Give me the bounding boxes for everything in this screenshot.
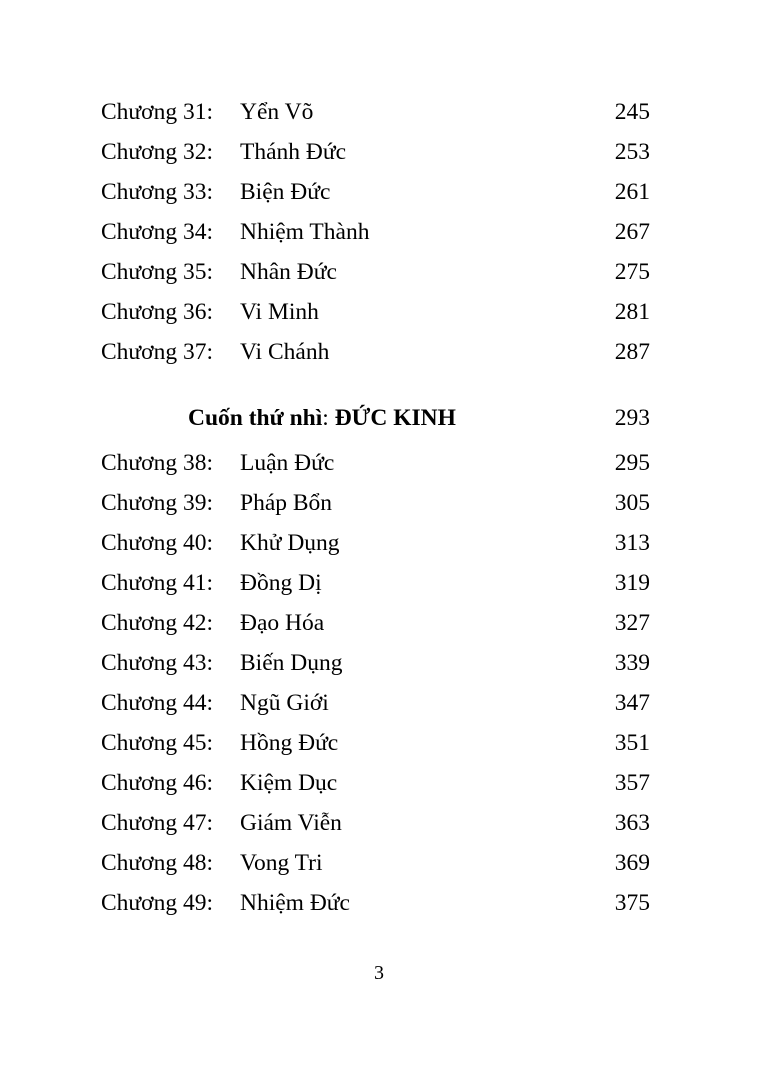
- page-number: 245: [614, 99, 650, 125]
- page-folio-number: 3: [374, 962, 384, 984]
- page-number: 287: [614, 339, 650, 365]
- page-number: 327: [614, 610, 650, 636]
- page-number: 339: [614, 650, 650, 676]
- toc-entry: [0, 528, 758, 558]
- chapter-title: Nhân Đức: [240, 259, 337, 285]
- page-number: 363: [614, 810, 650, 836]
- page-number: 357: [614, 770, 650, 796]
- toc-entry: [0, 648, 758, 678]
- page-number: 295: [614, 450, 650, 476]
- chapter-title: Khử Dụng: [240, 530, 340, 556]
- chapter-label: Chương 31:: [101, 99, 213, 125]
- chapter-label: Chương 45:: [101, 730, 213, 756]
- toc-entry: [0, 888, 758, 918]
- chapter-label: Chương 39:: [101, 490, 213, 516]
- chapter-title: Nhiệm Thành: [240, 219, 370, 245]
- chapter-title: Vi Chánh: [240, 339, 330, 365]
- chapter-label: Chương 36:: [101, 299, 213, 325]
- toc-entry: [0, 848, 758, 878]
- chapter-title: Biến Dụng: [240, 650, 343, 676]
- page-number: 281: [614, 299, 650, 325]
- chapter-label: Chương 38:: [101, 450, 213, 476]
- section-title: [188, 403, 456, 433]
- toc-entry: [0, 297, 758, 327]
- chapter-title: Kiệm Dục: [240, 770, 338, 796]
- toc-entry: [0, 448, 758, 478]
- chapter-label: Chương 35:: [101, 259, 213, 285]
- chapter-title: Giám Viễn: [240, 810, 342, 836]
- section-title-separator: :: [322, 405, 335, 431]
- chapter-label: Chương 33:: [101, 179, 213, 205]
- toc-entry: [0, 217, 758, 247]
- chapter-label: Chương 44:: [101, 690, 213, 716]
- chapter-title: Biện Đức: [240, 179, 331, 205]
- chapter-title: Vong Tri: [240, 850, 323, 876]
- toc-entry: [0, 808, 758, 838]
- chapter-title: Pháp Bổn: [240, 490, 333, 516]
- toc-entry: [0, 257, 758, 287]
- chapter-title: Nhiệm Đức: [240, 890, 350, 916]
- page-number: 261: [614, 179, 650, 205]
- toc-entry: [0, 137, 758, 167]
- chapter-title: Đạo Hóa: [240, 610, 325, 636]
- chapter-title: Luận Đức: [240, 450, 335, 476]
- toc-entry: [0, 177, 758, 207]
- chapter-title: Thánh Đức: [240, 139, 347, 165]
- toc-entry: [0, 488, 758, 518]
- chapter-label: Chương 47:: [101, 810, 213, 836]
- toc-entry: [0, 608, 758, 638]
- toc-entry: [0, 728, 758, 758]
- toc-entry: [0, 337, 758, 367]
- chapter-title: Ngũ Giới: [240, 690, 329, 716]
- page-number: 351: [614, 730, 650, 756]
- chapter-label: Chương 41:: [101, 570, 213, 596]
- chapter-title: Yển Võ: [240, 99, 314, 125]
- chapter-label: Chương 40:: [101, 530, 213, 556]
- page-number: 319: [614, 570, 650, 596]
- chapter-label: Chương 49:: [101, 890, 213, 916]
- chapter-label: Chương 34:: [101, 219, 213, 245]
- page-number: 375: [614, 890, 650, 916]
- toc-entry: [0, 568, 758, 598]
- page-number: 267: [614, 219, 650, 245]
- chapter-title: Đồng Dị: [240, 570, 322, 596]
- toc-entry: [0, 97, 758, 127]
- chapter-label: Chương 42:: [101, 610, 213, 636]
- chapter-label: Chương 37:: [101, 339, 213, 365]
- toc-entry: [0, 768, 758, 798]
- page-number: 313: [614, 530, 650, 556]
- section-title-prefix: Cuốn thứ nhì: [188, 405, 323, 431]
- page-number: 369: [614, 850, 650, 876]
- page-number: 305: [614, 490, 650, 516]
- page-number: 253: [614, 139, 650, 165]
- chapter-label: Chương 32:: [101, 139, 213, 165]
- page-number: 347: [614, 690, 650, 716]
- chapter-label: Chương 48:: [101, 850, 213, 876]
- section-page-number: 293: [614, 405, 650, 431]
- chapter-title: Hồng Đức: [240, 730, 339, 756]
- section-title-main: ĐỨC KINH: [334, 405, 456, 431]
- chapter-label: Chương 43:: [101, 650, 213, 676]
- page-number: 275: [614, 259, 650, 285]
- chapter-label: Chương 46:: [101, 770, 213, 796]
- section-heading-entry: [0, 403, 758, 433]
- toc-entry: [0, 688, 758, 718]
- chapter-title: Vi Minh: [240, 299, 319, 325]
